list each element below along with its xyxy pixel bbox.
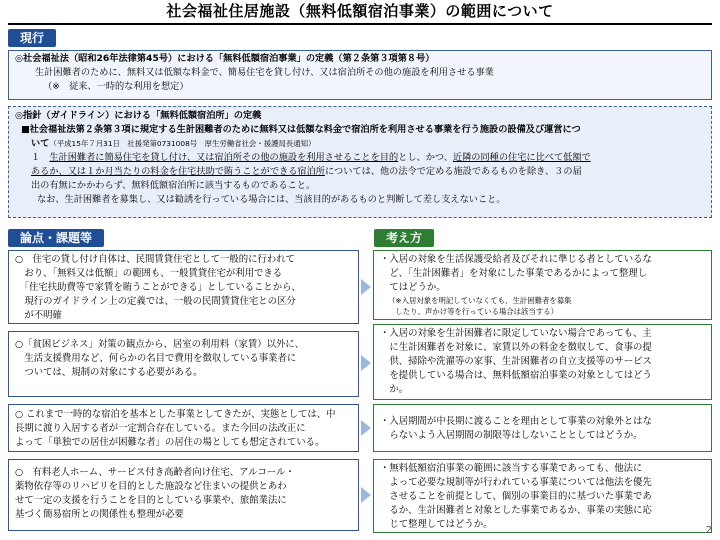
issue-1-line: ○ 住宅の貸し付け自体は、民間賃貸住宅として一般的に行われて [15,254,296,265]
issue-4-line: 薬物依存等のリハビリを目的とした施設など住まいの提供とあわ [15,481,287,492]
answer-3 [373,404,712,452]
arrow-right-icon [361,487,371,503]
issue-4-line: 基づく簡易宿所との関係性も整理が必要 [15,509,184,520]
answer-1-line: ・入居の対象を生活保護受給者及びそれに準じる者としているな [380,254,652,265]
arrow-right-icon [361,355,371,371]
guideline-line-5: 出の有無にかかわらず、無料低額宿泊所に該当するものであること。 [31,180,316,191]
law-definition-box [8,50,712,100]
issue-3 [8,404,359,452]
answer-4-line: ・無料低額宿泊事業の範囲に該当する事業であっても、他法に [380,463,643,474]
issue-2-line: ○「貧困ビジネス」対策の観点から、居室の利用料（家賃）以外に、 [15,339,305,350]
issue-1-line: 現行のガイドライン上の定義では、一般の民間賃貸住宅との区分 [15,296,296,307]
answer-2-line: か。 [380,384,409,395]
answer-1-line: ど、「生計困難者」を対象にした事業であるかによって整理し [380,268,648,279]
page-title: 社会福祉住居施設（無料低額宿泊事業）の範囲について [166,2,554,20]
answer-4 [373,459,712,533]
answer-4-line: させることを前提として、個別の事業目的に基づいた事業であ [380,491,652,502]
answer-3-line: らないよう入居期間の制限等はしないこととしてはどうか。 [380,430,643,441]
answer-3-line: ・入居期間が中長期に渡ることを理由として事業の対象外とはな [380,416,652,427]
current-tag: 現行 [8,29,56,47]
answer-4-line: るか、生計困難者と対象とした事業であるか、事業の実態に応 [380,505,652,516]
law-definition-heading: ◎社会福祉法（昭和26年法律第45号）における「無料低額宿泊事業」の定義（第２条第３項第８号） [15,53,435,64]
issues-tag: 論点・課題等 [8,229,104,247]
issue-2-line: 生活支援費用など、何らかの名目で費用を徴収している事業者に [15,353,297,364]
guideline-line-6: なお、生計困難者を募集し、又は勧誘を行っている場合には、当該目的があるものと判断して差し支えないこと。 [37,194,506,205]
issue-3-line: よって「単独での居住が困難な者」の居住の場としても想定されている。 [15,437,325,448]
issue-1-line: おり、「無料又は低額」の範囲も、一般賃貸住宅が利用できる [15,268,283,279]
answer-2-line: ・入居の対象を生計困難者に限定していない場合であっても、主 [380,328,652,339]
law-definition-note: （※ 従来、一時的な利用を想定） [43,81,189,92]
answer-1 [373,250,712,320]
answer-4-line: よって必要な規制等が行われている事業については他法を優先 [380,477,652,488]
answer-2-line: に生計困難者を対象に、家賃以外の料金を徴収して、食事の提 [380,342,652,353]
issue-1-line: が不明確 [15,310,62,321]
answer-1-note: （※入居対象を明記していなくても、生計困難者を募集 [388,296,572,305]
issue-3-line: ○ これまで一時的な宿泊を基本とした事業としてきたが、実態としては、中 [15,409,336,420]
page-number: 2 [705,525,712,536]
answer-4-line: じて整理してはどうか。 [380,519,493,530]
law-definition-text: 生計困難者のために、無料又は低額な料金で、簡易住宅を貸し付け、又は宿泊所その他の施設を利用させる事業 [35,67,494,78]
issue-1-line: 「住宅扶助費等で家賃を賄うことができる」としていることから、 [15,282,301,293]
issue-2-line: ついては、規制の対象にする必要がある。 [15,367,203,378]
guideline-heading: ◎指針（ガイドライン）における「無料低額宿泊所」の定義 [15,110,262,121]
arrow-right-icon [361,279,371,295]
guideline-line-3: １ 生計困難者に簡易住宅を貸し付け、又は宿泊所その他の施設を利用させることを目的とし、かつ、近隣の同種の住宅に比べて低額で [31,152,591,163]
guideline-line-1: ■社会福祉法第２条第３項に規定する生計困難者のために無料又は低額な料金で宿泊所を利用させる事業を行う施設の設備及び運営につ [21,124,581,135]
issue-4-line: せて一定の支援を行うことを目的としている事業や、旅館業法に [15,495,287,506]
answers-tag: 考え方 [374,229,434,247]
guideline-line-2: いて（平成15年７月31日 社援発第0731008号 厚生労働省社会・援護局長通知） [31,138,316,149]
guideline-line-4: あるか、又は１か月当たりの料金を住宅扶助で賄うことができる宿泊所については、他の法令で定める施設であるものを除き、３の届 [31,166,582,177]
issue-1 [8,250,359,324]
answer-2-line: 供、掃除や洗濯等の家事、生計困難者の自立支援等のサービス [380,356,652,367]
answer-1-line: てはどうか。 [380,282,446,293]
title-underline [8,23,712,25]
answer-2-line: を提供している場合は、無料低額宿泊事業の対象としてはどう [380,370,652,381]
issue-4 [8,459,359,531]
guideline-definition-box [8,106,712,218]
issue-3-line: 長期に渡り入居する者が一定割合存在している。また今回の法改正に [15,423,306,434]
arrow-right-icon [361,420,371,436]
answer-1-note: したり、声かけ等を行っている場合は該当する） [388,307,558,316]
issue-2 [8,331,359,397]
issue-4-line: ○ 有料老人ホーム、サービス付き高齢者向け住宅、アルコール・ [15,467,295,478]
answer-2 [373,324,712,400]
